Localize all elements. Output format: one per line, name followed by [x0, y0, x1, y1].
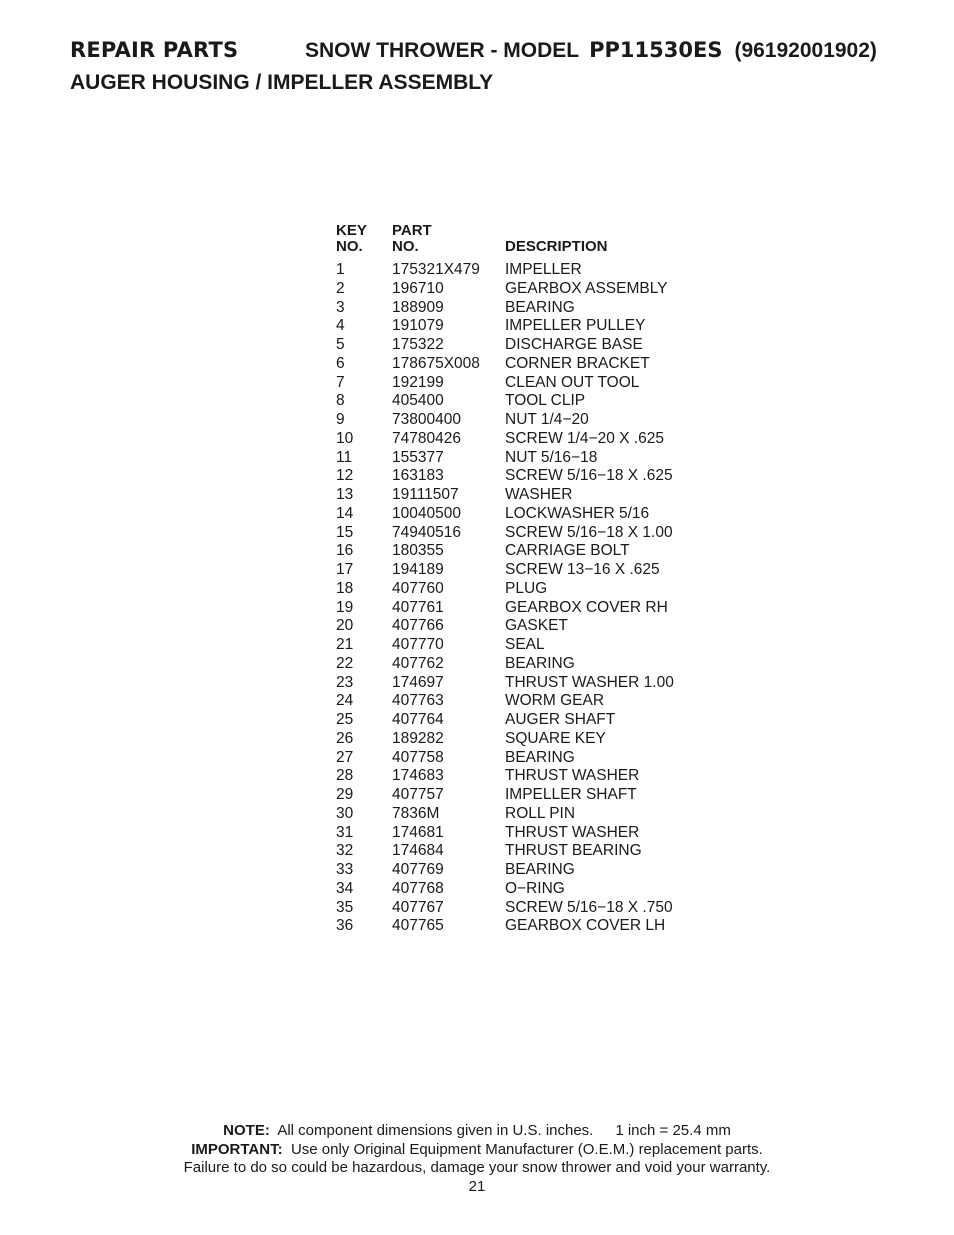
- table-row: [336, 355, 745, 374]
- part-no-cell: 407757: [392, 786, 444, 803]
- part-no-cell: 74780426: [392, 429, 461, 447]
- description-cell: NUT 5/16−18: [505, 448, 598, 466]
- key-no-cell: 27: [336, 748, 354, 766]
- assembly-title: AUGER HOUSING / IMPELLER ASSEMBLY: [70, 71, 494, 94]
- description-cell: GEARBOX COVER RH: [505, 598, 668, 616]
- table-row: [336, 505, 745, 524]
- section-title: REPAIR PARTS: [70, 38, 239, 62]
- table-row: [336, 824, 745, 843]
- description-cell: NUT 1/4−20: [505, 411, 589, 428]
- important-text: Use only Original Equipment Manufacturer (O.E.M.) replacement parts.: [290, 1140, 763, 1158]
- part-no-cell: 407767: [392, 898, 444, 916]
- table-row: [336, 261, 745, 280]
- key-no-cell: 25: [336, 711, 354, 728]
- key-no-cell: 13: [336, 486, 354, 503]
- description-cell: CORNER BRACKET: [505, 354, 650, 372]
- key-no-cell: 15: [336, 523, 354, 541]
- part-no-cell: 73800400: [392, 411, 461, 428]
- key-no-cell: 24: [336, 692, 354, 710]
- description-cell: CLEAN OUT TOOL: [505, 373, 640, 391]
- note-text: All component dimensions given in U.S. inches.: [277, 1122, 594, 1139]
- product-title: SNOW THROWER - MODEL: [305, 39, 580, 62]
- key-no-cell: 10: [336, 429, 354, 447]
- description-cell: LOCKWASHER 5/16: [505, 504, 650, 522]
- key-no-cell: 20: [336, 617, 354, 635]
- important-note: [0, 1141, 954, 1160]
- description-cell: WORM GEAR: [505, 692, 605, 710]
- part-no-cell: 174697: [392, 673, 444, 691]
- description-cell: TOOL CLIP: [505, 392, 586, 410]
- part-no-cell: 7836M: [392, 804, 440, 822]
- part-no-cell: 194189: [392, 561, 444, 578]
- description-cell: BEARING: [505, 748, 575, 766]
- part-no-cell: 163183: [392, 467, 444, 485]
- table-row: [336, 392, 745, 411]
- parts-table-header: [336, 223, 745, 254]
- part-no-cell: 407770: [392, 636, 444, 653]
- key-no-cell: 6: [336, 354, 345, 372]
- description-cell: IMPELLER SHAFT: [505, 786, 637, 803]
- description-cell: SCREW 5/16−18 X .750: [505, 898, 673, 916]
- table-row: [336, 280, 745, 299]
- part-no-cell: 175322: [392, 336, 444, 353]
- description-cell: WASHER: [505, 486, 573, 503]
- note-label: NOTE:: [223, 1122, 270, 1139]
- table-row: [336, 749, 745, 768]
- page-header: [70, 38, 930, 95]
- table-row: [336, 411, 745, 430]
- table-row: [336, 767, 745, 786]
- description-cell: SQUARE KEY: [505, 729, 606, 747]
- part-no-header: PART NO.: [392, 222, 432, 255]
- dimension-note: [0, 1122, 954, 1141]
- part-no-cell: 192199: [392, 373, 444, 391]
- part-no-cell: 407758: [392, 748, 444, 766]
- unit-conversion: 1 inch = 25.4 mm: [615, 1122, 731, 1139]
- part-no-cell: 191079: [392, 317, 444, 335]
- page-number: 21: [468, 1177, 486, 1195]
- part-no-cell: 10040500: [392, 504, 461, 522]
- part-no-cell: 407765: [392, 917, 444, 935]
- key-no-cell: 16: [336, 542, 354, 560]
- description-cell: THRUST BEARING: [505, 842, 642, 860]
- part-no-cell: 174683: [392, 767, 444, 785]
- key-no-cell: 3: [336, 298, 345, 316]
- key-no-cell: 32: [336, 842, 354, 860]
- part-no-cell: 407764: [392, 711, 444, 728]
- description-header: DESCRIPTION: [505, 237, 608, 255]
- description-cell: SCREW 5/16−18 X .625: [505, 467, 673, 485]
- part-no-cell: 407769: [392, 861, 444, 878]
- part-no-cell: 407761: [392, 598, 444, 616]
- table-row: [336, 299, 745, 318]
- key-no-cell: 7: [336, 373, 345, 391]
- table-row: [336, 449, 745, 468]
- key-no-cell: 36: [336, 917, 354, 935]
- key-no-cell: 11: [336, 448, 353, 466]
- description-cell: THRUST WASHER: [505, 767, 640, 785]
- table-row: [336, 730, 745, 749]
- model-number: PP11530ES: [589, 38, 723, 62]
- key-no-cell: 12: [336, 467, 354, 485]
- table-row: [336, 599, 745, 618]
- key-no-cell: 9: [336, 411, 345, 428]
- description-cell: SEAL: [505, 636, 545, 653]
- warranty-warning: Failure to do so could be hazardous, damage your snow thrower and void your warranty.: [183, 1159, 771, 1176]
- part-no-cell: 196710: [392, 279, 444, 297]
- table-row: [336, 524, 745, 543]
- description-cell: DISCHARGE BASE: [505, 336, 643, 353]
- description-cell: SCREW 13−16 X .625: [505, 561, 660, 578]
- table-row: [336, 786, 745, 805]
- header-title-line: [70, 38, 930, 68]
- table-row: [336, 317, 745, 336]
- part-no-cell: 155377: [392, 448, 444, 466]
- part-no-cell: 189282: [392, 729, 444, 747]
- table-row: [336, 805, 745, 824]
- table-row: [336, 655, 745, 674]
- description-cell: SCREW 1/4−20 X .625: [505, 429, 664, 447]
- description-cell: SCREW 5/16−18 X 1.00: [505, 523, 673, 541]
- key-no-cell: 26: [336, 729, 354, 747]
- table-row: [336, 617, 745, 636]
- table-row: [336, 467, 745, 486]
- table-row: [336, 674, 745, 693]
- description-cell: ROLL PIN: [505, 804, 576, 822]
- parts-table-body: [336, 261, 745, 936]
- description-cell: THRUST WASHER 1.00: [505, 673, 674, 691]
- key-no-cell: 35: [336, 898, 354, 916]
- key-no-cell: 19: [336, 598, 354, 616]
- description-cell: PLUG: [505, 579, 548, 597]
- table-row: [336, 336, 745, 355]
- key-no-cell: 17: [336, 561, 354, 578]
- table-row: [336, 861, 745, 880]
- key-no-cell: 4: [336, 317, 345, 335]
- description-cell: BEARING: [505, 861, 575, 878]
- table-row: [336, 692, 745, 711]
- part-no-cell: 407766: [392, 617, 444, 635]
- table-row: [336, 636, 745, 655]
- description-cell: BEARING: [505, 654, 575, 672]
- part-no-cell: 407768: [392, 879, 444, 897]
- description-cell: BEARING: [505, 298, 575, 316]
- description-cell: O−RING: [505, 879, 565, 897]
- table-row: [336, 899, 745, 918]
- part-no-cell: 407760: [392, 579, 444, 597]
- key-no-cell: 8: [336, 392, 345, 410]
- part-no-cell: 74940516: [392, 523, 461, 541]
- part-no-cell: 407762: [392, 654, 444, 672]
- key-no-cell: 34: [336, 879, 354, 897]
- table-row: [336, 542, 745, 561]
- key-no-header: KEY NO.: [336, 222, 367, 255]
- key-no-cell: 22: [336, 654, 354, 672]
- table-row: [336, 580, 745, 599]
- key-no-cell: 30: [336, 804, 354, 822]
- description-cell: IMPELLER: [505, 261, 582, 278]
- page-footer: [0, 1122, 954, 1196]
- part-no-cell: 174681: [392, 823, 444, 841]
- description-cell: GEARBOX COVER LH: [505, 917, 666, 935]
- key-no-cell: 21: [336, 636, 354, 653]
- description-cell: THRUST WASHER: [505, 823, 640, 841]
- table-row: [336, 430, 745, 449]
- table-row: [336, 880, 745, 899]
- table-row: [336, 561, 745, 580]
- key-no-cell: 29: [336, 786, 354, 803]
- model-code: (96192001902): [734, 39, 877, 62]
- part-no-cell: 178675X008: [392, 354, 480, 372]
- part-no-cell: 19111507: [392, 486, 459, 503]
- part-no-cell: 175321X479: [392, 261, 480, 278]
- table-row: [336, 711, 745, 730]
- key-no-cell: 33: [336, 861, 354, 878]
- description-cell: AUGER SHAFT: [505, 711, 616, 728]
- part-no-cell: 405400: [392, 392, 444, 410]
- key-no-cell: 23: [336, 673, 354, 691]
- key-no-cell: 1: [336, 261, 345, 278]
- part-no-cell: 407763: [392, 692, 444, 710]
- key-no-cell: 5: [336, 336, 345, 353]
- key-no-cell: 31: [336, 823, 354, 841]
- part-no-cell: 188909: [392, 298, 444, 316]
- table-row: [336, 374, 745, 393]
- important-label: IMPORTANT:: [191, 1140, 283, 1158]
- key-no-cell: 14: [336, 504, 354, 522]
- part-no-cell: 180355: [392, 542, 444, 560]
- part-no-cell: 174684: [392, 842, 444, 860]
- description-cell: CARRIAGE BOLT: [505, 542, 630, 560]
- description-cell: GEARBOX ASSEMBLY: [505, 279, 668, 297]
- key-no-cell: 2: [336, 279, 345, 297]
- description-cell: GASKET: [505, 617, 568, 635]
- table-row: [336, 842, 745, 861]
- key-no-cell: 18: [336, 579, 354, 597]
- table-row: [336, 486, 745, 505]
- description-cell: IMPELLER PULLEY: [505, 317, 646, 335]
- key-no-cell: 28: [336, 767, 354, 785]
- table-row: [336, 917, 745, 936]
- parts-table: [336, 223, 745, 936]
